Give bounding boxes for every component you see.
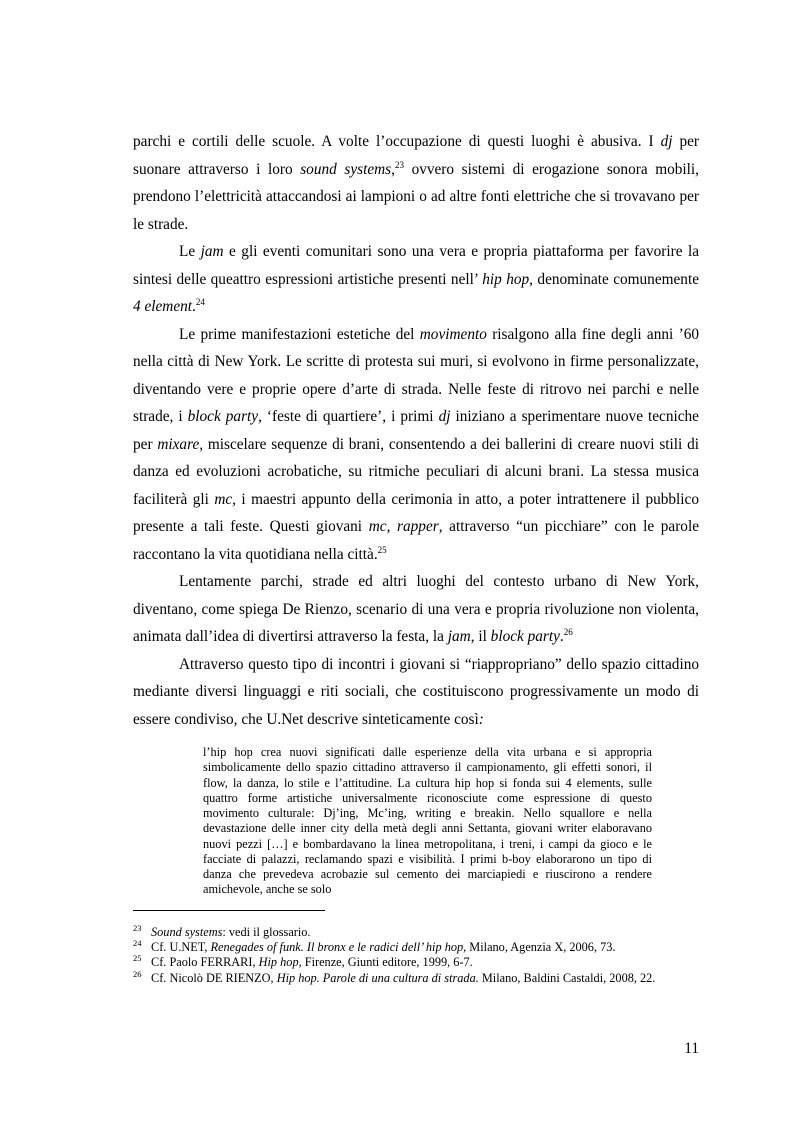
paragraph-5: Attraverso questo tipo di incontri i giovani si “riappropriano” dello spazio cittadino mediante diversi linguaggi e riti sociali, che costituiscono progressivamente un modo di essere condiviso, che U.Net descrive sinteticamente così: bbox=[133, 655, 699, 728]
footnote-26: 26 Cf. Nicolò DE RIENZO, Hip hop. Parole di una cultura di strada. Milano, Baldini Castaldi, 2008, 22. bbox=[133, 968, 656, 985]
block-quote-text: l’hip hop crea nuovi significati dalle esperienze della vita urbana e si appropria simbolicamente dello spazio cittadino attraverso il campionamento, gli effetti sonori, il flow, la danza, lo stile e l’attitudine. La cultura hip hop si fonda sui 4 elements, sulle quattro forme artistiche universalmente riconosciute come espressione di questo movimento culturale: Dj’ing, Mc’ing, writing e breakin. Nello squallore e nella devastazione delle inner city della metà degli anni Settanta, giovani writer elaboravano nuovi pezzi […] e bombardavano la linea metropolitana, i treni, i campi da gioco e le facciate di palazzi, reclamando spazi e visibilità. I primi b-boy elaborarono un tipo di danza che prevedeva acrobazie sul cemento dei marciapiedi e riuscirono a rendere amichevole, anche se solo bbox=[203, 745, 652, 897]
body-text bbox=[133, 128, 699, 733]
footnote-number: 26 bbox=[133, 968, 142, 979]
footnote-24: 24 Cf. U.NET, Renegades of funk. Il bronx e le radici dell’ hip hop, Milano, Agenzia X, 2006, 73. bbox=[133, 938, 616, 955]
footnote-number: 25 bbox=[133, 953, 142, 964]
footnote-number: 23 bbox=[133, 923, 142, 933]
footnote-separator bbox=[133, 910, 325, 911]
paragraph-3: Le prime manifestazioni estetiche del movimento risalgono alla fine degli anni ’60 nella città di New York. Le scritte di protesta sui muri, si evolvono in firme personalizzate, diventando vere e proprie opere d’arte di strada. Nelle feste di ritrovo nei parchi e nelle strade, i block party, ‘feste di quartiere’, i primi dj iniziano a sperimentare nuove tecniche per mixare, miscelare sequenze di brani, consentendo a dei ballerini di creare nuovi stili di danza ed evoluzioni acrobatiche, su ritmiche peculiari di alcuni brani. La stessa musica faciliterà gli mc, i maestri appunto della cerimonia in atto, a poter intrattenere il pubblico presente a tali feste. Questi giovani mc, rapper, attraverso “un picchiare” con le parole raccontano la vita quotidiana nella città.$^{25}$ bbox=[133, 325, 699, 563]
block-quote bbox=[203, 745, 652, 898]
footnote-ref-23: 23 bbox=[394, 159, 404, 170]
page-number: 11 bbox=[684, 1040, 699, 1057]
footnote-23: 23 Sound systems: vedi il glossario. bbox=[133, 923, 311, 939]
footnote-ref-25: 25 bbox=[377, 544, 387, 555]
paragraph-2: Le jam e gli eventi comunitari sono una vera e propria piattaforma per favorire la sintesi delle queattro espressioni artistiche presenti nell’ hip hop, denominate comunemente 4 element.$^{24}$ bbox=[133, 243, 699, 315]
paragraph-1: parchi e cortili delle scuole. A volte l’occupazione di questi luoghi è abusiva. I dj per suonare attraverso i loro sound systems,$^{23}$ ovvero sistemi di erogazione sonora mobili, prendono l’elettricità attaccandosi ai lampioni o ad altre fonti elettriche che si trovavano per le strade. bbox=[133, 133, 699, 233]
footnote-25: 25 Cf. Paolo FERRARI, Hip hop, Firenze, Giunti editore, 1999, 6-7. bbox=[133, 953, 473, 970]
footnotes bbox=[133, 925, 713, 986]
footnote-ref-26: 26 bbox=[563, 627, 573, 637]
paragraph-4: Lentamente parchi, strade ed altri luoghi del contesto urbano di New York, diventano, come spiega De Rienzo, scenario di una vera e propria rivoluzione non violenta, animata dall’idea di divertirsi attraverso la festa, la jam, il block party.$^{26}$ bbox=[133, 573, 699, 645]
footnote-ref-24: 24 bbox=[195, 297, 205, 307]
footnote-number: 24 bbox=[133, 938, 142, 949]
